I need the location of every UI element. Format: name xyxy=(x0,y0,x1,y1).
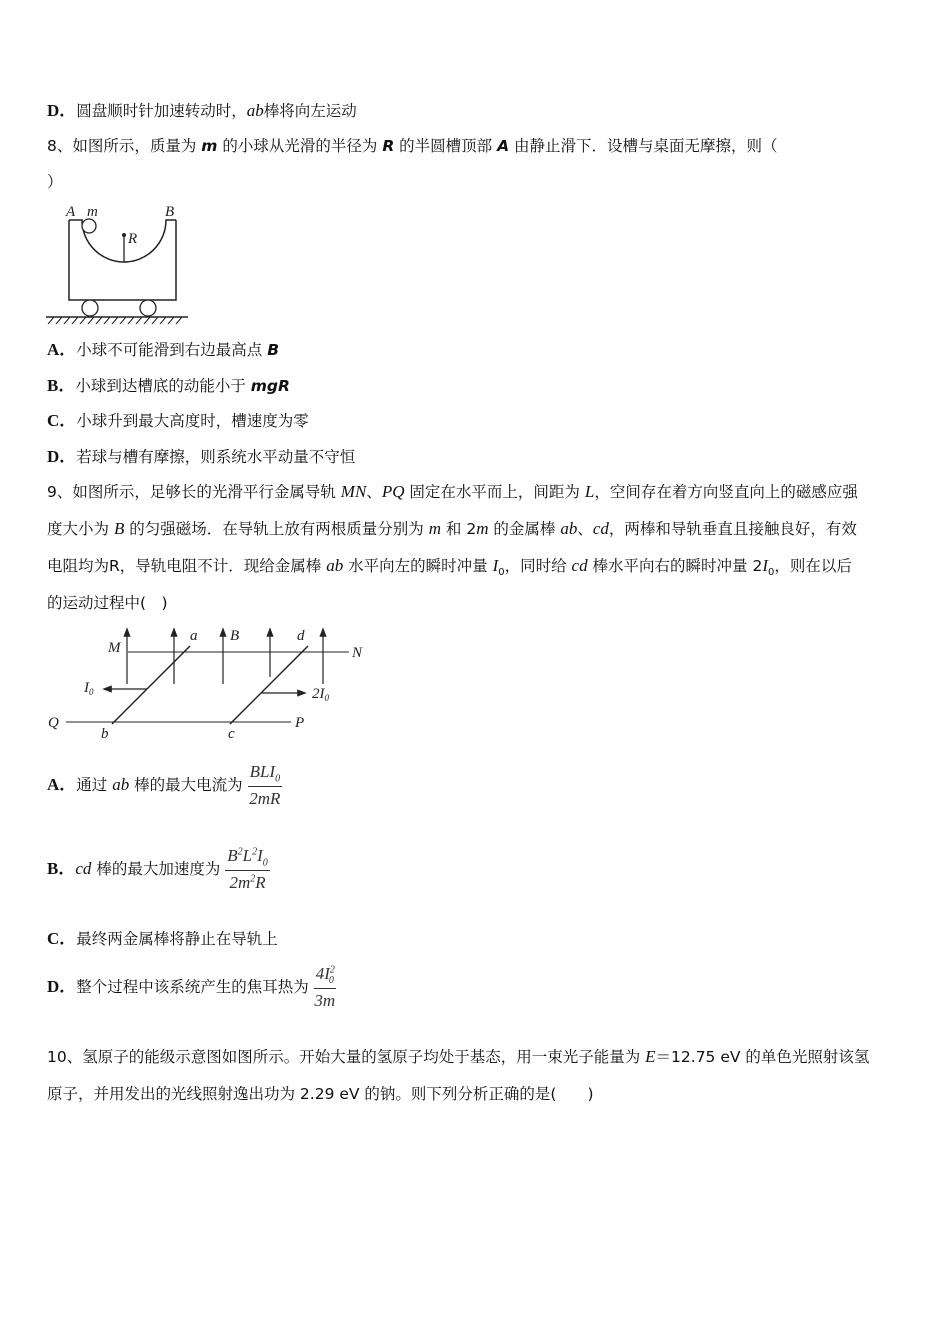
q7-option-d xyxy=(47,101,357,121)
var: R xyxy=(382,137,395,155)
n: L xyxy=(242,846,253,865)
var: L xyxy=(584,482,595,501)
option-label: C． xyxy=(47,929,77,948)
q9-stem-line3 xyxy=(47,556,852,583)
t: ，空间存在着方向竖直向上的磁感应强 xyxy=(594,483,858,501)
rails-figure xyxy=(44,622,374,744)
label-p: P xyxy=(295,715,305,731)
sup: 2 xyxy=(329,964,335,976)
sub: 0 xyxy=(498,567,505,579)
t: ＝12.75 eV 的单色光照射该氢 xyxy=(655,1048,870,1066)
t: 10、氢原子的能级示意图如图所示。开始大量的氢原子均处于基态，用一束光子能量为 xyxy=(47,1048,646,1066)
ball xyxy=(82,219,96,233)
den: 3m xyxy=(314,991,336,1011)
var: ab xyxy=(560,519,578,538)
sup: 2 xyxy=(252,846,258,858)
n: B xyxy=(227,846,238,865)
stem-text: 的半圆槽顶部 xyxy=(394,137,498,155)
var: cd xyxy=(571,556,588,575)
label-m: m xyxy=(87,204,98,220)
option-label: A． xyxy=(47,340,77,359)
q9-stem-line4: 的运动过程中( ) xyxy=(47,594,168,612)
t: 最终两金属棒将静止在导轨上 xyxy=(76,930,278,948)
q8-option-a xyxy=(47,340,279,360)
label-b-field: B xyxy=(230,628,240,644)
t: 、 xyxy=(366,483,382,501)
label-b: b xyxy=(101,726,109,742)
var: E xyxy=(645,1047,656,1066)
t: 9、如图所示，足够长的光滑平行金属导轨 xyxy=(47,483,341,501)
t: 棒的最大电流为 xyxy=(129,776,243,795)
num: 4I xyxy=(315,964,330,983)
option-text: 圆盘顺时针加速转动时， xyxy=(76,102,247,120)
stem-text: 由静止滑下．设槽与桌面无摩擦，则（ xyxy=(509,137,778,155)
option-label: D． xyxy=(47,977,77,997)
label-q: Q xyxy=(48,715,59,731)
q9-option-c xyxy=(47,929,278,949)
stem-text: 8、如图所示，质量为 xyxy=(47,137,202,155)
var: I xyxy=(492,556,499,575)
var: m xyxy=(201,137,218,155)
t: 的金属棒 xyxy=(488,520,561,538)
fraction xyxy=(248,762,283,809)
label-a: A xyxy=(66,204,76,220)
option-label: B． xyxy=(47,859,76,879)
var: mgR xyxy=(250,377,290,395)
sub: 0 xyxy=(767,567,775,579)
q10-stem-line2: 原子，并用发出的光线照射逸出功为 2.29 eV 的钠。则下列分析正确的是( ) xyxy=(47,1085,594,1103)
fraction xyxy=(225,846,270,893)
q8-stem xyxy=(47,136,778,156)
t: 棒水平向右的瞬时冲量 2 xyxy=(587,557,763,575)
q9-stem-line1 xyxy=(47,482,858,502)
stem-text: 的小球从光滑的半径为 xyxy=(217,137,383,155)
option-label: D． xyxy=(47,447,77,466)
sup: 2 xyxy=(250,873,256,885)
t: 整个过程中该系统产生的焦耳热为 xyxy=(76,978,309,997)
den: 2mR xyxy=(249,789,281,809)
label-b: B xyxy=(165,204,175,220)
t: 、 xyxy=(577,520,593,538)
t: ，则在以后 xyxy=(774,557,852,575)
var: cd xyxy=(592,519,609,538)
t: 的匀强磁场．在导轨上放有两根质量分别为 xyxy=(124,520,429,538)
t: 电阻均为R，导轨电阻不计．现给金属棒 xyxy=(47,557,327,575)
var: m xyxy=(476,519,489,538)
label-c: c xyxy=(228,726,235,742)
var: m xyxy=(428,519,441,538)
label-2i0: $2I_0$ xyxy=(312,686,329,703)
d: R xyxy=(255,873,266,893)
var: A xyxy=(497,137,510,155)
option-label: C． xyxy=(47,411,77,430)
num: BLI xyxy=(249,762,276,781)
var: PQ xyxy=(381,482,405,501)
option-label: A． xyxy=(47,775,77,795)
sub: 0 xyxy=(275,773,281,785)
var: MN xyxy=(340,482,367,501)
q8-option-c xyxy=(47,411,309,431)
var: ab xyxy=(326,556,344,575)
t: 棒的最大加速度为 xyxy=(91,860,221,879)
t: 固定在水平而上，间距为 xyxy=(404,483,585,501)
option-text: 小球升到最大高度时，槽速度为零 xyxy=(76,412,309,430)
q9-option-a xyxy=(47,762,282,809)
fraction xyxy=(314,964,336,1011)
label-d: d xyxy=(297,628,305,644)
var: ab xyxy=(112,775,130,795)
q9-option-d xyxy=(47,964,336,1011)
option-text: 小球不可能滑到右边最高点 xyxy=(76,341,268,359)
var: I xyxy=(762,556,768,575)
n: I xyxy=(257,846,263,865)
label-m: M xyxy=(108,640,121,656)
q8-stem-cont: ） xyxy=(47,173,63,191)
t: ，同时给 xyxy=(504,557,572,575)
t: 和 2 xyxy=(440,520,477,538)
t: 水平向左的瞬时冲量 xyxy=(343,557,493,575)
var: B xyxy=(267,341,280,359)
q9-option-b xyxy=(47,846,270,893)
t: ，两棒和导轨垂直且接触良好，有效 xyxy=(608,520,857,538)
q10-stem-line1 xyxy=(47,1047,869,1067)
option-label: D． xyxy=(47,101,77,120)
q8-option-b xyxy=(47,376,290,396)
cart-figure xyxy=(44,198,192,328)
label-a: a xyxy=(190,628,198,644)
var: cd xyxy=(75,859,92,879)
t: 通过 xyxy=(76,776,113,795)
q8-option-d xyxy=(47,447,355,467)
label-n: N xyxy=(352,645,363,661)
d: 2m xyxy=(229,873,251,893)
option-label: B． xyxy=(47,376,76,395)
q9-stem-line2 xyxy=(47,519,857,539)
option-text: 小球到达槽底的动能小于 xyxy=(75,377,251,395)
t: 度大小为 xyxy=(47,520,114,538)
sup: 2 xyxy=(237,846,243,858)
option-text: 若球与槽有摩擦，则系统水平动量不守恒 xyxy=(76,448,356,466)
sub: 0 xyxy=(262,857,268,869)
label-r: R xyxy=(128,231,138,247)
var: ab xyxy=(246,101,264,120)
label-i0: $I_0$ xyxy=(84,680,94,697)
sub: 0 xyxy=(328,975,334,987)
option-text: 棒将向左运动 xyxy=(263,102,357,120)
var: B xyxy=(113,519,125,538)
